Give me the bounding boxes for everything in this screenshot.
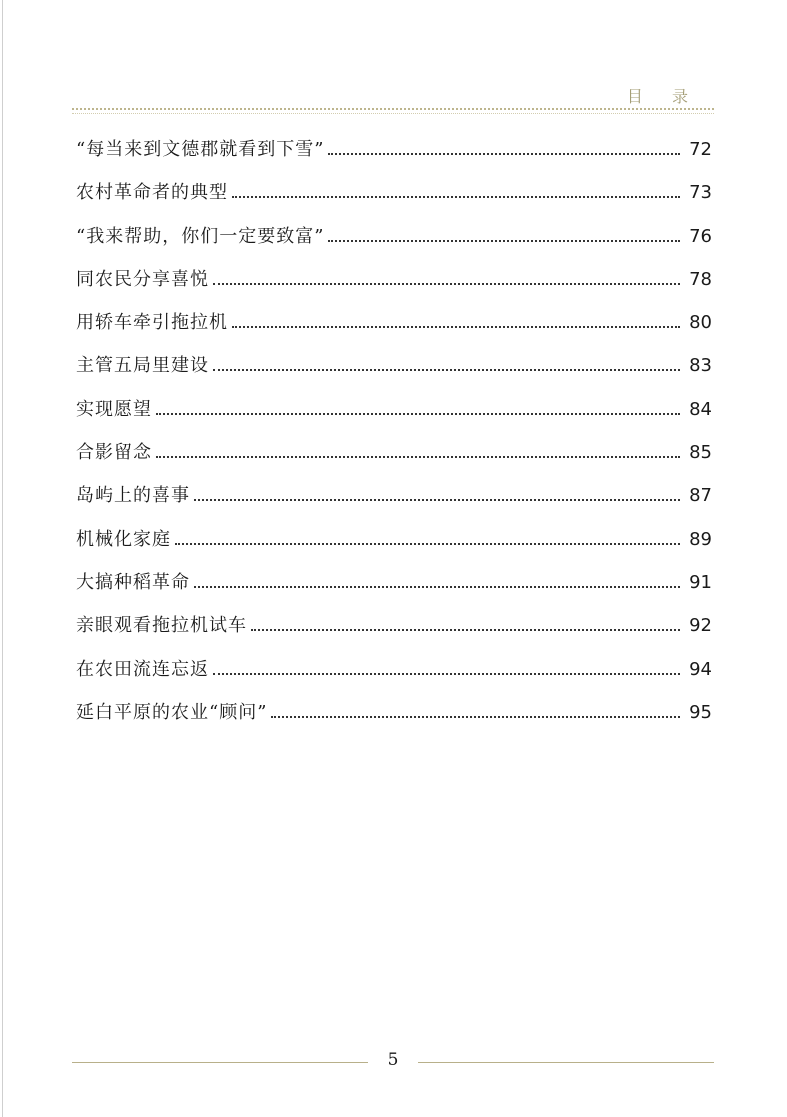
toc-entry-title: 实现愿望 xyxy=(76,398,152,420)
section-title: 目 录 xyxy=(626,87,700,106)
toc-entry-title: 机械化家庭 xyxy=(76,528,171,550)
page-footer xyxy=(72,1050,714,1074)
toc-entry[interactable] xyxy=(76,301,712,344)
toc-entry-page: 83 xyxy=(689,355,712,377)
toc-entry-page: 85 xyxy=(689,442,712,464)
toc-dot-leader xyxy=(251,629,680,631)
toc-entry[interactable] xyxy=(76,518,712,561)
toc-entry-title: 同农民分享喜悦 xyxy=(76,268,209,290)
toc-entry-title: 农村革命者的典型 xyxy=(76,182,228,204)
toc-entry[interactable] xyxy=(76,171,712,214)
toc-entry-page: 92 xyxy=(689,615,712,637)
toc-dot-leader xyxy=(213,369,680,371)
toc-entry[interactable] xyxy=(76,431,712,474)
toc-entry-page: 91 xyxy=(689,571,712,593)
toc-entry[interactable] xyxy=(76,648,712,691)
toc-entry-title: 合影留念 xyxy=(76,442,152,464)
toc-entry-page: 87 xyxy=(689,485,712,507)
toc-entry-title: 亲眼观看拖拉机试车 xyxy=(76,615,247,637)
toc-entry[interactable] xyxy=(76,561,712,604)
toc-dot-leader xyxy=(213,673,680,675)
toc-entry-title: 在农田流连忘返 xyxy=(76,658,209,680)
toc-dot-leader xyxy=(194,586,680,588)
toc-entry[interactable] xyxy=(76,344,712,387)
toc-entry-page: 80 xyxy=(689,312,712,334)
toc-dot-leader xyxy=(175,543,680,545)
toc-entry-page: 89 xyxy=(689,528,712,550)
header-rule-secondary xyxy=(72,113,714,114)
toc-entry-page: 73 xyxy=(689,182,712,204)
toc-dot-leader xyxy=(271,716,680,718)
toc-entry-page: 84 xyxy=(689,398,712,420)
toc-entry[interactable] xyxy=(76,604,712,647)
toc-dot-leader xyxy=(232,326,680,328)
toc-entry-title: 大搞种稻革命 xyxy=(76,571,190,593)
toc-dot-leader xyxy=(213,283,680,285)
toc-entry[interactable] xyxy=(76,215,712,258)
page-edge xyxy=(2,0,3,1117)
toc-entry-title: 岛屿上的喜事 xyxy=(76,485,190,507)
toc-dot-leader xyxy=(156,413,680,415)
page-header xyxy=(72,84,714,114)
toc-entry-page: 78 xyxy=(689,268,712,290)
table-of-contents xyxy=(76,128,712,734)
toc-entry[interactable] xyxy=(76,691,712,734)
toc-entry-page: 94 xyxy=(689,658,712,680)
toc-dot-leader xyxy=(328,240,680,242)
toc-entry-title: “每当来到文德郡就看到下雪” xyxy=(76,139,325,160)
toc-entry[interactable] xyxy=(76,474,712,517)
toc-dot-leader xyxy=(328,153,680,155)
toc-entry-title: 延白平原的农业“顾问” xyxy=(76,701,268,723)
toc-entry-title: “我来帮助，你们一定要致富” xyxy=(76,225,325,247)
toc-entry-page: 72 xyxy=(689,139,712,160)
toc-entry-title: 用轿车牵引拖拉机 xyxy=(76,312,228,334)
header-rule xyxy=(72,108,714,110)
toc-dot-leader xyxy=(156,456,680,458)
toc-entry[interactable] xyxy=(76,258,712,301)
toc-entry[interactable] xyxy=(76,128,712,171)
toc-entry[interactable] xyxy=(76,388,712,431)
toc-entry-page: 95 xyxy=(689,701,712,723)
toc-entry-page: 76 xyxy=(689,225,712,247)
page-number: 5 xyxy=(387,1050,399,1070)
toc-entry-title: 主管五局里建设 xyxy=(76,355,209,377)
toc-dot-leader xyxy=(194,499,680,501)
footer-rule-right xyxy=(418,1062,714,1063)
toc-dot-leader xyxy=(232,196,680,198)
